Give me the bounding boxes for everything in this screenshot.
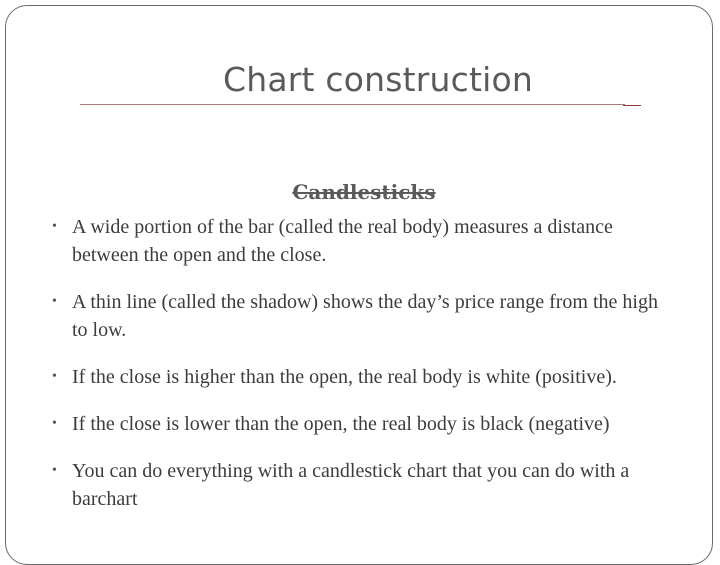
bullet-dot-icon: • bbox=[52, 369, 57, 384]
bullet-item bbox=[52, 457, 662, 513]
bullet-dot-icon: • bbox=[52, 219, 57, 234]
bullet-item bbox=[52, 410, 662, 438]
bullet-item bbox=[52, 213, 662, 269]
bullet-list bbox=[52, 213, 662, 532]
section-subheading: Candlesticks bbox=[292, 180, 436, 204]
bullet-text: A thin line (called the shadow) shows the day’s price range from the high to low. bbox=[72, 291, 658, 341]
bullet-dot-icon: • bbox=[52, 294, 57, 309]
title-underline bbox=[80, 104, 625, 105]
slide-title: Chart construction bbox=[223, 60, 533, 99]
bullet-text: If the close is lower than the open, the real body is black (negative) bbox=[72, 413, 610, 435]
title-underline-accent bbox=[623, 105, 641, 106]
bullet-item bbox=[52, 363, 662, 391]
bullet-item bbox=[52, 288, 662, 344]
bullet-dot-icon: • bbox=[52, 463, 57, 478]
bullet-dot-icon: • bbox=[52, 416, 57, 431]
bullet-text: If the close is higher than the open, the real body is white (positive). bbox=[72, 366, 617, 388]
bullet-text: You can do everything with a candlestick chart that you can do with a barchart bbox=[72, 460, 630, 510]
bullet-text: A wide portion of the bar (called the real body) measures a distance between the open and the close. bbox=[72, 216, 613, 266]
